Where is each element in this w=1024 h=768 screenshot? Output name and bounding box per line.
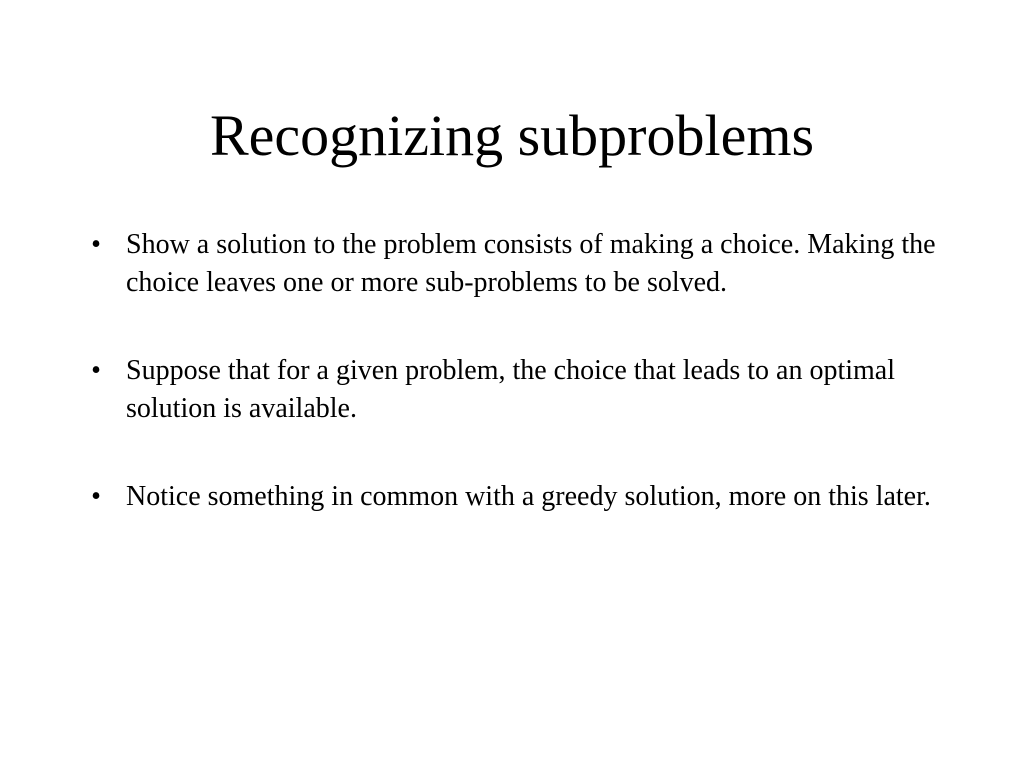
- bullet-list: [84, 226, 964, 566]
- bullet-text: Suppose that for a given problem, the choice that leads to an optimal solution is available.: [126, 355, 896, 424]
- bullet-icon: •: [91, 229, 101, 260]
- bullet-icon: •: [91, 355, 101, 386]
- bullet-text: Show a solution to the problem consists of making a choice. Making the choice leaves one or more sub-problems to be solved.: [126, 229, 936, 298]
- bullet-item: [84, 352, 964, 428]
- bullet-item: [84, 226, 964, 302]
- bullet-text: Notice something in common with a greedy solution, more on this later.: [126, 481, 931, 512]
- bullet-icon: •: [91, 481, 101, 512]
- bullet-item: [84, 478, 964, 516]
- slide-title: Recognizing subproblems: [209, 103, 815, 168]
